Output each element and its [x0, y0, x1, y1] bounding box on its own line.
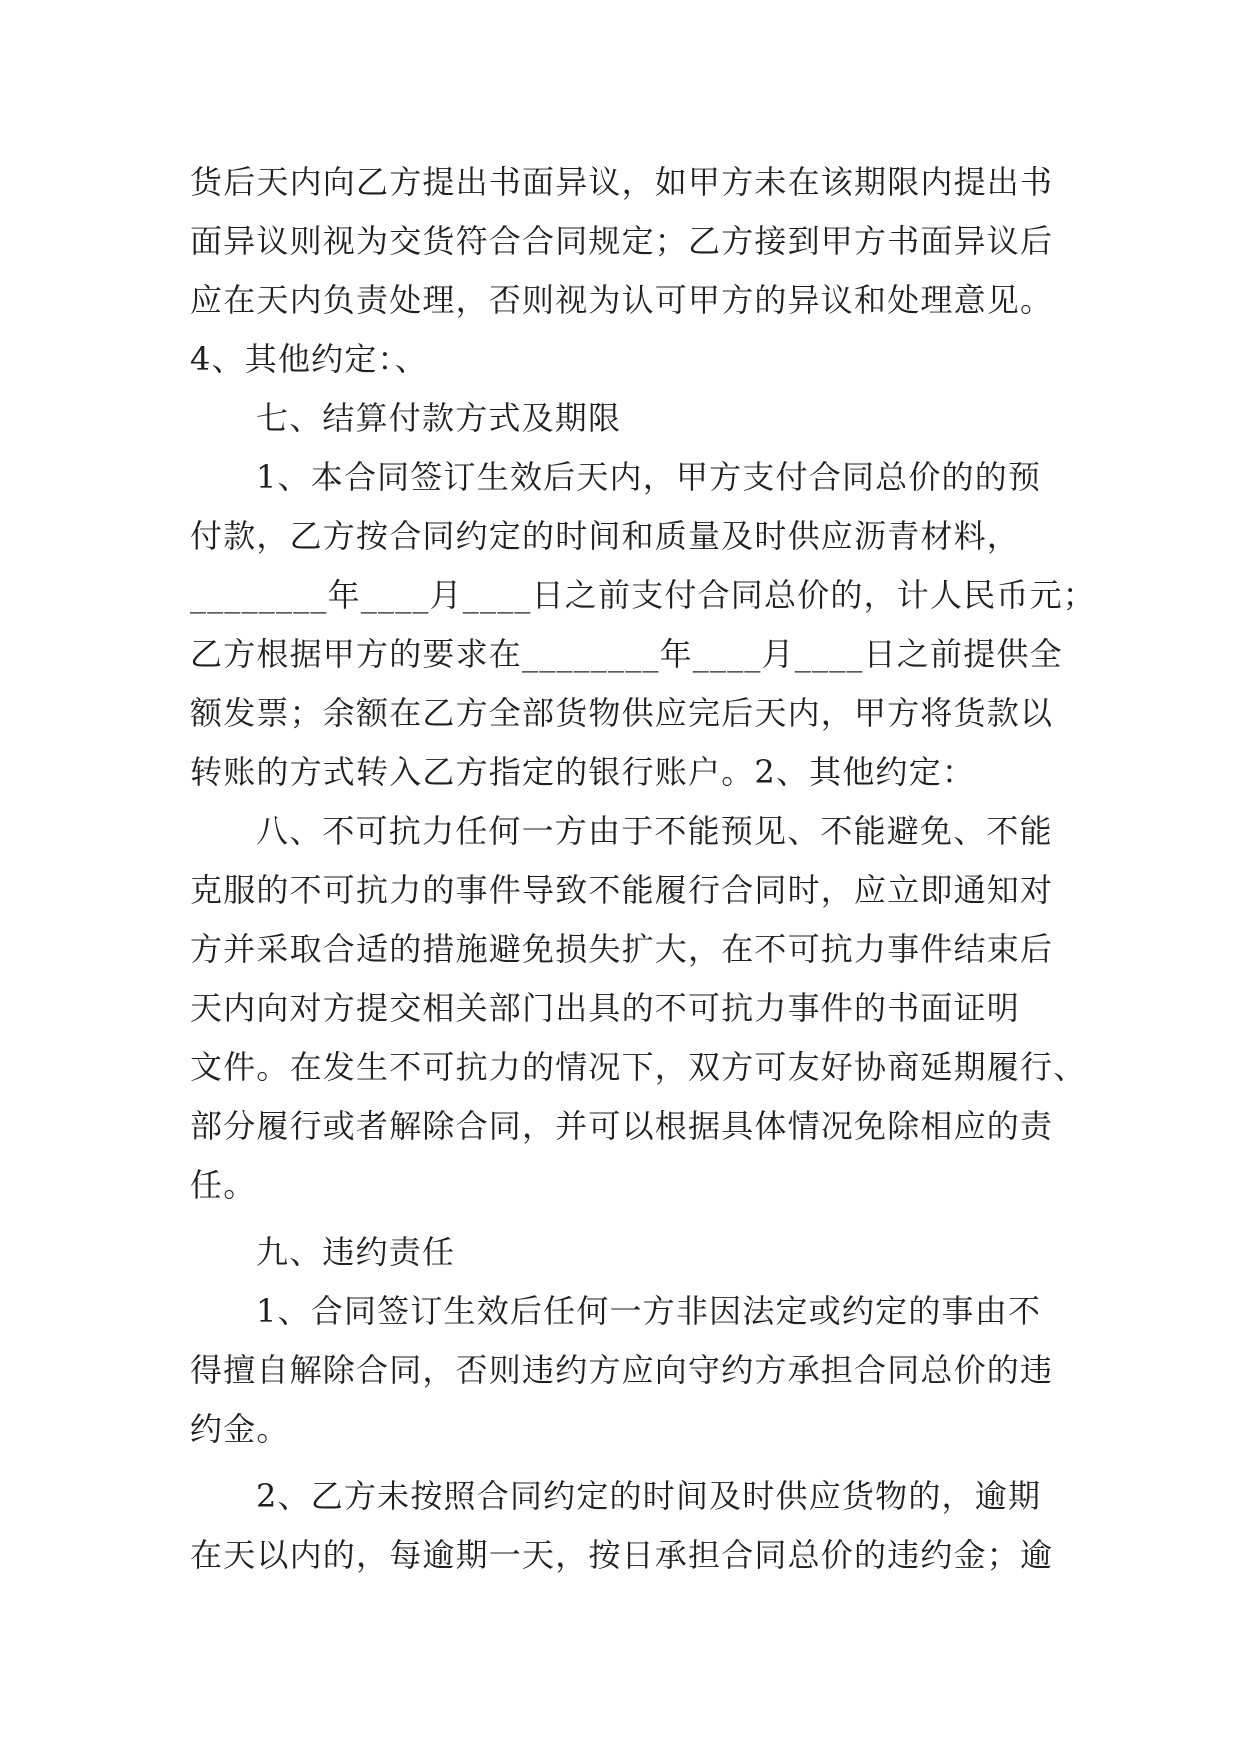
text-line: 1、本合同签订生效后天内，甲方支付合同总价的的预: [256, 458, 1042, 496]
text-line: 八、不可抗力任何一方由于不能预见、不能避免、不能: [256, 812, 1053, 850]
text-line: 应在天内负责处理，否则视为认可甲方的异议和处理意见。: [190, 281, 1054, 319]
text-line: 方并采取合适的措施避免损失扩大，在不可抗力事件结束后: [190, 930, 1054, 968]
text-line: 文件。在发生不可抗力的情况下，双方可友好协商延期履行、: [190, 1048, 1087, 1086]
text-line: 任。: [190, 1166, 257, 1204]
text-line: 部分履行或者解除合同，并可以根据具体情况免除相应的责: [190, 1107, 1054, 1145]
text-line: 九、违约责任: [256, 1233, 456, 1271]
text-line: 货后天内向乙方提出书面异议，如甲方未在该期限内提出书: [190, 163, 1054, 201]
text-line: 在天以内的，每逾期一天，按日承担合同总价的违约金；逾: [190, 1536, 1054, 1574]
text-line: 付款，乙方按合同约定的时间和质量及时供应沥青材料，: [190, 517, 1021, 555]
text-line: 克服的不可抗力的事件导致不能履行合同时，应立即通知对: [190, 871, 1054, 909]
text-line: 额发票；余额在乙方全部货物供应完后天内，甲方将货款以: [190, 694, 1054, 732]
text-line: ________年____月____日之前支付合同总价的，计人民币元；: [190, 576, 1097, 614]
text-line: 天内向对方提交相关部门出具的不可抗力事件的书面证明: [190, 989, 1021, 1027]
text-line: 转账的方式转入乙方指定的银行账户。2、其他约定：: [190, 753, 976, 791]
text-line: 得擅自解除合同，否则违约方应向守约方承担合同总价的违: [190, 1351, 1054, 1389]
text-line: 乙方根据甲方的要求在________年____月____日之前提供全: [190, 635, 1063, 673]
text-line: 面异议则视为交货符合合同规定；乙方接到甲方书面异议后: [190, 222, 1054, 260]
text-line: 4、其他约定：、: [190, 340, 428, 378]
text-line: 约金。: [190, 1410, 290, 1448]
text-line: 1、合同签订生效后任何一方非因法定或约定的事由不: [256, 1292, 1042, 1330]
text-line: 2、乙方未按照合同约定的时间及时供应货物的，逾期: [256, 1477, 1042, 1515]
text-line: 七、结算付款方式及期限: [256, 399, 622, 437]
